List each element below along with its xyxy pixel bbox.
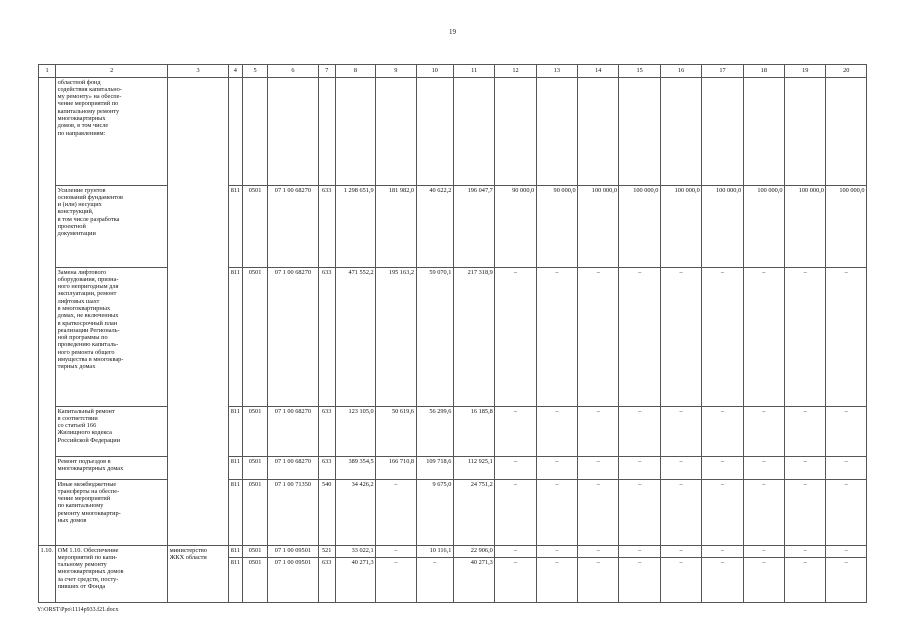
column-number: 11: [453, 65, 494, 78]
cell-amount: –: [743, 268, 784, 407]
cell-amount: –: [826, 407, 867, 457]
cell-amount: 389 354,5: [335, 457, 375, 480]
table-cell: [268, 78, 318, 186]
cell-description: Иные межбюджетные трансферты на обеспе- чение мероприятий по капитальному ремонту многоквартир- ных домов: [56, 480, 168, 546]
column-number: 16: [660, 65, 701, 78]
table-cell: [495, 78, 536, 186]
column-number: 8: [335, 65, 375, 78]
table-cell: [318, 78, 335, 186]
cell-amount: –: [536, 546, 577, 558]
table-cell: [702, 78, 743, 186]
cell-amount: –: [495, 407, 536, 457]
table-cell: [619, 78, 660, 186]
cell-amount: 471 552,2: [335, 268, 375, 407]
table-row: [39, 480, 867, 546]
cell-grbs: 811: [228, 457, 242, 480]
column-number: 12: [495, 65, 536, 78]
column-number: 10: [416, 65, 453, 78]
cell-amount: –: [660, 457, 701, 480]
cell-rzpr: 0501: [242, 186, 267, 268]
table-cell: [376, 78, 416, 186]
cell-amount: –: [785, 457, 826, 480]
cell-amount: –: [702, 480, 743, 546]
cell-amount: 196 047,7: [453, 186, 494, 268]
cell-amount: 217 318,9: [453, 268, 494, 407]
cell-amount: –: [660, 268, 701, 407]
cell-amount: 100 000,0: [619, 186, 660, 268]
cell-rzpr: 0501: [242, 457, 267, 480]
column-number: 9: [376, 65, 416, 78]
cell-amount: –: [578, 268, 619, 407]
cell-amount: –: [785, 268, 826, 407]
cell-amount: –: [619, 457, 660, 480]
cell-amount: –: [826, 546, 867, 558]
cell-amount: –: [416, 558, 453, 603]
cell-vr: 633: [318, 558, 335, 603]
cell-csr: 07 1 00 68270: [268, 186, 318, 268]
table-cell: [416, 78, 453, 186]
column-number-row: [39, 65, 867, 78]
table-cell: [785, 78, 826, 186]
table-cell: [242, 78, 267, 186]
cell-description: Капитальный ремонт в соответствии со статьей 166 Жилищного кодекса Российской Федерации: [56, 407, 168, 457]
column-number: 1: [39, 65, 56, 78]
cell-description: Замена лифтового оборудования, призна- ного непригодным для эксплуатации, ремонт лифтовых шахт в многоквартирных домах, не включенных в краткосрочный план реализации Региональ- ной программы по проведению капиталь- ного ремонта общего имущества в многоквар- тирных домах: [56, 268, 168, 407]
cell-amount: –: [578, 480, 619, 546]
cell-amount: –: [743, 407, 784, 457]
page-number: 19: [449, 28, 456, 36]
cell-amount: 100 000,0: [826, 186, 867, 268]
cell-csr: 07 1 00 09501: [268, 558, 318, 603]
cell-amount: 123 105,0: [335, 407, 375, 457]
cell-amount: 33 022,1: [335, 546, 375, 558]
cell-amount: –: [619, 558, 660, 603]
cell-amount: 181 982,0: [376, 186, 416, 268]
cell-amount: 100 000,0: [785, 186, 826, 268]
cell-amount: 112 925,1: [453, 457, 494, 480]
cell-amount: 100 000,0: [660, 186, 701, 268]
cell-amount: –: [785, 546, 826, 558]
cell-amount: –: [536, 480, 577, 546]
cell-num: [39, 480, 56, 546]
table-row: [39, 268, 867, 407]
column-number: 15: [619, 65, 660, 78]
cell-num: [39, 457, 56, 480]
cell-amount: –: [495, 480, 536, 546]
cell-rzpr: 0501: [242, 480, 267, 546]
cell-num: [39, 268, 56, 407]
cell-rzpr: 0501: [242, 268, 267, 407]
table-cell: [743, 78, 784, 186]
cell-amount: –: [743, 457, 784, 480]
column-number: 19: [785, 65, 826, 78]
cell-amount: –: [536, 558, 577, 603]
cell-amount: –: [578, 457, 619, 480]
cell-executor: [168, 78, 229, 546]
cell-amount: –: [702, 268, 743, 407]
cell-grbs: 811: [228, 546, 242, 558]
cell-csr: 07 1 00 09501: [268, 546, 318, 558]
cell-vr: 633: [318, 457, 335, 480]
cell-amount: –: [536, 268, 577, 407]
cell-amount: –: [495, 457, 536, 480]
cell-amount: 9 675,0: [416, 480, 453, 546]
column-number: 14: [578, 65, 619, 78]
column-number: 6: [268, 65, 318, 78]
cell-amount: 100 000,0: [743, 186, 784, 268]
column-number: 17: [702, 65, 743, 78]
cell-amount: 40 271,3: [453, 558, 494, 603]
cell-amount: –: [660, 546, 701, 558]
cell-amount: 56 299,6: [416, 407, 453, 457]
table-cell: [536, 78, 577, 186]
cell-vr: 521: [318, 546, 335, 558]
cell-num: [39, 407, 56, 457]
cell-csr: 07 1 00 71350: [268, 480, 318, 546]
cell-num: 1.10.: [39, 546, 56, 603]
cell-vr: 540: [318, 480, 335, 546]
cell-amount: –: [785, 480, 826, 546]
cell-amount: 40 622,2: [416, 186, 453, 268]
cell-amount: 40 271,3: [335, 558, 375, 603]
cell-rzpr: 0501: [242, 546, 267, 558]
cell-amount: 34 426,2: [335, 480, 375, 546]
cell-amount: –: [376, 480, 416, 546]
cell-amount: 100 000,0: [702, 186, 743, 268]
cell-amount: 24 751,2: [453, 480, 494, 546]
table-row: [39, 78, 867, 186]
cell-amount: 90 000,0: [495, 186, 536, 268]
cell-num: [39, 78, 56, 186]
cell-amount: –: [660, 558, 701, 603]
table-cell: [228, 78, 242, 186]
cell-amount: –: [702, 457, 743, 480]
cell-amount: –: [702, 407, 743, 457]
cell-amount: –: [660, 480, 701, 546]
cell-grbs: 811: [228, 480, 242, 546]
cell-amount: 195 163,2: [376, 268, 416, 407]
cell-amount: –: [495, 546, 536, 558]
cell-amount: 10 116,1: [416, 546, 453, 558]
cell-amount: –: [702, 558, 743, 603]
cell-amount: 166 710,8: [376, 457, 416, 480]
cell-amount: –: [376, 546, 416, 558]
cell-amount: 109 718,6: [416, 457, 453, 480]
cell-amount: –: [578, 558, 619, 603]
table-row: [39, 546, 867, 558]
cell-amount: –: [826, 268, 867, 407]
cell-csr: 07 1 00 68270: [268, 407, 318, 457]
cell-amount: –: [578, 546, 619, 558]
table-row: [39, 186, 867, 268]
cell-amount: 1 298 651,9: [335, 186, 375, 268]
cell-grbs: 811: [228, 407, 242, 457]
cell-description: Усиление грунтов оснований фундаментов и (или) несущих конструкций, в том числе разработка проектной документации: [56, 186, 168, 268]
cell-amount: –: [702, 546, 743, 558]
column-number: 3: [168, 65, 229, 78]
cell-amount: –: [826, 558, 867, 603]
table-cell: [578, 78, 619, 186]
cell-amount: 59 070,1: [416, 268, 453, 407]
cell-vr: 633: [318, 186, 335, 268]
cell-csr: 07 1 00 68270: [268, 457, 318, 480]
cell-amount: –: [619, 480, 660, 546]
table-cell: [453, 78, 494, 186]
cell-vr: 633: [318, 407, 335, 457]
column-number: 13: [536, 65, 577, 78]
cell-amount: –: [743, 546, 784, 558]
table-cell: [335, 78, 375, 186]
column-number: 4: [228, 65, 242, 78]
cell-amount: 16 185,8: [453, 407, 494, 457]
column-number: 18: [743, 65, 784, 78]
cell-amount: –: [495, 268, 536, 407]
cell-amount: –: [495, 558, 536, 603]
cell-amount: –: [536, 457, 577, 480]
table-cell: [826, 78, 867, 186]
cell-amount: –: [376, 558, 416, 603]
cell-amount: –: [826, 457, 867, 480]
cell-grbs: 811: [228, 268, 242, 407]
cell-amount: –: [578, 407, 619, 457]
cell-amount: –: [743, 558, 784, 603]
cell-grbs: 811: [228, 558, 242, 603]
cell-amount: 22 906,0: [453, 546, 494, 558]
cell-amount: 100 000,0: [578, 186, 619, 268]
cell-executor: министерство ЖКХ области: [168, 546, 229, 603]
file-path: Y:\ORST\Ppo\1114p933.f21.docx: [37, 607, 119, 613]
column-number: 20: [826, 65, 867, 78]
cell-amount: –: [660, 407, 701, 457]
table-row: [39, 457, 867, 480]
cell-amount: –: [619, 407, 660, 457]
column-number: 5: [242, 65, 267, 78]
column-number: 7: [318, 65, 335, 78]
cell-amount: –: [536, 407, 577, 457]
cell-amount: –: [619, 268, 660, 407]
cell-vr: 633: [318, 268, 335, 407]
cell-rzpr: 0501: [242, 558, 267, 603]
cell-amount: –: [785, 558, 826, 603]
cell-csr: 07 1 00 68270: [268, 268, 318, 407]
column-number: 2: [56, 65, 168, 78]
cell-amount: 50 619,6: [376, 407, 416, 457]
cell-rzpr: 0501: [242, 407, 267, 457]
table-cell: [660, 78, 701, 186]
cell-amount: –: [785, 407, 826, 457]
cell-description: ОМ 1.10. Обеспечение мероприятий по капи- тальному ремонту многоквартирных домов за счет средств, посту- пивших от Фонда: [56, 546, 168, 603]
cell-amount: –: [826, 480, 867, 546]
budget-table: [38, 64, 867, 603]
cell-grbs: 811: [228, 186, 242, 268]
cell-amount: 90 000,0: [536, 186, 577, 268]
cell-description: областной фонд содействия капитально- му ремонту» на обеспе- чение мероприятий по капитальному ремонту многоквартирных домов, в том числе по направлениям:: [56, 78, 168, 186]
cell-num: [39, 186, 56, 268]
table-row: [39, 407, 867, 457]
cell-description: Ремонт подъездов в многоквартирных домах: [56, 457, 168, 480]
cell-amount: –: [743, 480, 784, 546]
cell-amount: –: [619, 546, 660, 558]
